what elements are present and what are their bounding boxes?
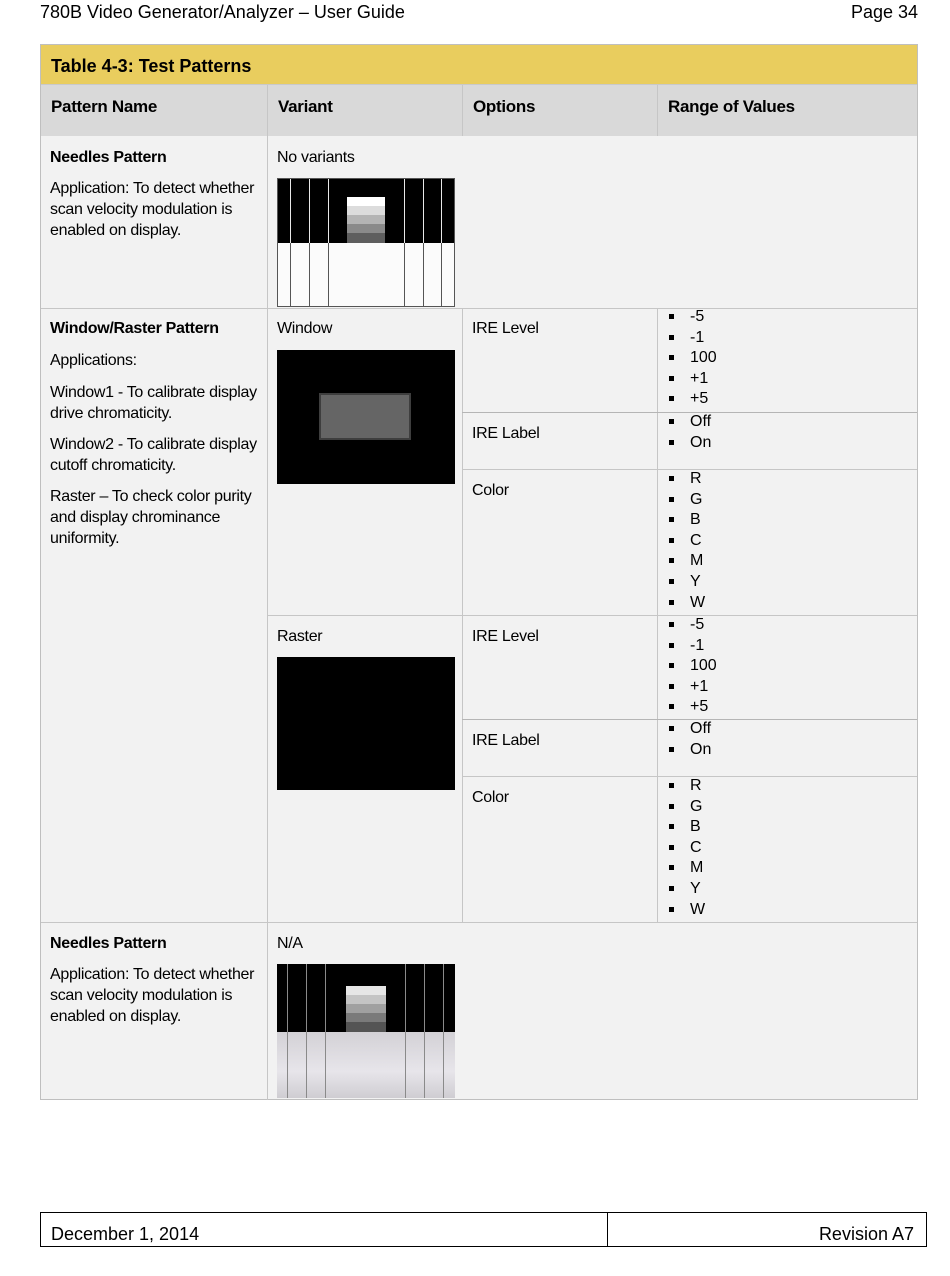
- values-list: [658, 719, 711, 760]
- list-item: G: [658, 797, 705, 818]
- values-list: [658, 412, 711, 453]
- list-item: R: [658, 776, 705, 797]
- list-item: +1: [658, 677, 717, 698]
- column-header-range: Range of Values: [658, 85, 917, 136]
- list-item: C: [658, 531, 705, 552]
- needles-pattern-image: [277, 178, 455, 307]
- document-title: 780B Video Generator/Analyzer – User Guide: [40, 2, 405, 22]
- list-item: -5: [658, 615, 717, 636]
- pattern-name: Window/Raster Pattern: [50, 320, 219, 337]
- column-divider: [267, 85, 268, 1100]
- option-label: Color: [472, 789, 509, 806]
- list-item: 100: [658, 348, 717, 369]
- raster-pattern-image: [277, 657, 455, 790]
- application-window1: Window1 - To calibrate display drive chromaticity.: [50, 384, 257, 422]
- footer-date: December 1, 2014: [51, 1224, 200, 1244]
- list-item: Off: [658, 719, 711, 740]
- pattern-name: Needles Pattern: [50, 149, 167, 166]
- list-item: B: [658, 510, 705, 531]
- list-item: Y: [658, 879, 705, 900]
- list-item: +5: [658, 389, 717, 410]
- pattern-application: Application: To detect whether scan velocity modulation is enabled on display.: [50, 180, 255, 239]
- column-header-variant: Variant: [268, 85, 463, 136]
- column-header-options: Options: [463, 85, 658, 136]
- option-label: IRE Label: [472, 425, 540, 442]
- page-footer: [40, 1212, 927, 1247]
- page-header: [40, 2, 918, 24]
- list-item: -5: [658, 307, 717, 328]
- column-header-pattern-name: Pattern Name: [41, 85, 268, 136]
- window-pattern-image: [277, 350, 455, 484]
- list-item: +5: [658, 697, 717, 718]
- column-divider: [462, 85, 463, 136]
- list-item: B: [658, 817, 705, 838]
- variant-label: Window: [277, 320, 333, 337]
- list-item: Y: [658, 572, 705, 593]
- list-item: On: [658, 433, 711, 454]
- variant-label: Raster: [277, 628, 323, 645]
- variant-label: No variants: [277, 149, 355, 166]
- application-raster: Raster – To check color purity and display chrominance uniformity.: [50, 488, 252, 547]
- page-number: Page 34: [850, 2, 918, 22]
- list-item: Off: [658, 412, 711, 433]
- pattern-name: Needles Pattern: [50, 935, 167, 952]
- application-window2: Window2 - To calibrate display cutoff chromaticity.: [50, 436, 257, 474]
- values-list: [658, 615, 717, 718]
- list-item: +1: [658, 369, 717, 390]
- row-divider: [41, 922, 917, 923]
- list-item: C: [658, 838, 705, 859]
- row-divider: [41, 308, 917, 309]
- option-label: IRE Label: [472, 732, 540, 749]
- list-item: On: [658, 740, 711, 761]
- list-item: M: [658, 551, 705, 572]
- needles-pattern-photo: [277, 964, 455, 1098]
- list-item: W: [658, 593, 705, 614]
- list-item: M: [658, 858, 705, 879]
- list-item: R: [658, 469, 705, 490]
- list-item: -1: [658, 328, 717, 349]
- option-label: IRE Level: [472, 628, 539, 645]
- applications-label: Applications:: [50, 352, 137, 369]
- option-label: IRE Level: [472, 320, 539, 337]
- column-divider: [657, 85, 658, 136]
- table-title: Table 4-3: Test Patterns: [41, 45, 917, 85]
- values-list: [658, 776, 705, 920]
- variant-label: N/A: [277, 935, 303, 952]
- option-label: Color: [472, 482, 509, 499]
- list-item: -1: [658, 636, 717, 657]
- list-item: 100: [658, 656, 717, 677]
- row-divider: [267, 615, 917, 616]
- footer-revision: Revision A7: [818, 1224, 914, 1244]
- pattern-application: Application: To detect whether scan velocity modulation is enabled on display.: [50, 966, 255, 1025]
- values-list: [658, 469, 705, 613]
- list-item: W: [658, 900, 705, 921]
- list-item: G: [658, 490, 705, 511]
- values-list: [658, 307, 717, 410]
